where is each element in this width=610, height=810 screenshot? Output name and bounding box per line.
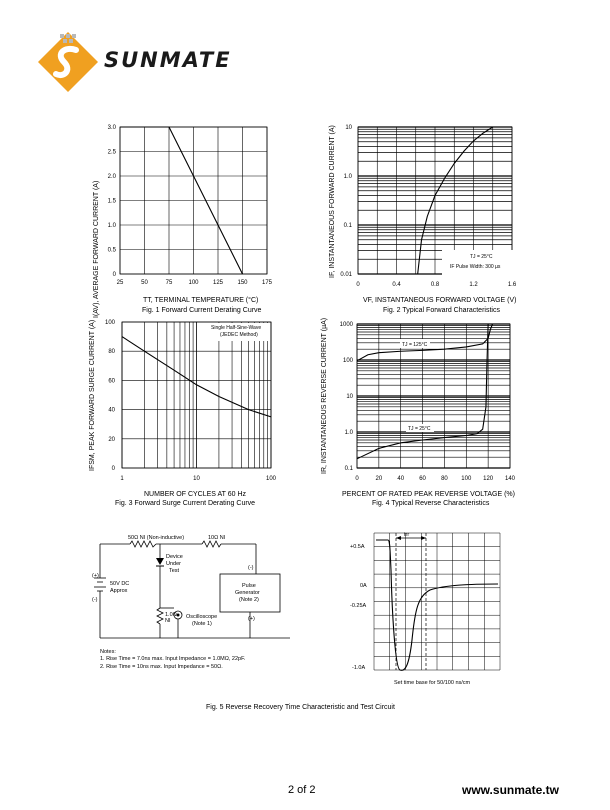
- fig5-wave-y3: -0.25A: [350, 603, 367, 609]
- fig3-caption: Fig. 3 Forward Surge Current Derating Curve: [115, 500, 256, 507]
- y-tick-label: 100: [104, 320, 115, 326]
- x-tick-label: 150: [237, 280, 248, 286]
- fig2-note2: IF Pulse Width: 300 µs: [450, 264, 501, 270]
- fig3-note2: (JEDEC Method): [220, 332, 258, 338]
- fig5-r3a: 1.0Ω: [165, 612, 177, 618]
- x-tick-label: 20: [375, 476, 383, 482]
- x-tick-label: 1: [120, 476, 124, 482]
- y-tick-label: 20: [108, 436, 115, 443]
- y-tick-label: 0.01: [340, 272, 352, 278]
- x-tick-label: 100: [188, 280, 199, 286]
- x-tick-label: 40: [397, 476, 405, 482]
- fig5-dut-2: Under: [166, 561, 181, 567]
- x-tick-label: 80: [441, 476, 448, 482]
- fig5-dut-3: Test: [169, 568, 180, 574]
- fig3-chart: [80, 316, 290, 511]
- y-tick-label: 2.0: [107, 174, 116, 180]
- fig1-grid: [120, 127, 267, 274]
- y-tick-label: 0.1: [344, 466, 353, 472]
- fig2-xlabel: VF, INSTANTANEOUS FORWARD VOLTAGE (V): [363, 297, 517, 304]
- y-tick-label: 100: [342, 358, 353, 364]
- fig5-src-2: Approx: [110, 588, 128, 594]
- x-tick-label: 175: [261, 280, 273, 286]
- fig1-xlabel: TT, TERMINAL TEMPERATURE (°C): [143, 297, 259, 304]
- fig5-gen-2: Generator: [235, 590, 260, 596]
- y-tick-label: 1.0: [107, 223, 116, 229]
- y-tick-label: 1.0: [344, 430, 353, 436]
- fig2-chart: [320, 118, 530, 323]
- sunmate-s-logo-icon: [36, 30, 100, 99]
- x-tick-label: 25: [116, 280, 124, 286]
- y-tick-label: 0: [111, 466, 115, 472]
- x-tick-label: 125: [212, 280, 224, 286]
- y-tick-label: 1.5: [107, 198, 116, 205]
- fig4-note-cold: TJ = 25°C: [408, 426, 431, 432]
- fig5-src-1: 50V DC: [110, 581, 130, 587]
- fig2-caption: Fig. 2 Typical Forward Characteristics: [383, 307, 500, 314]
- x-tick-label: 1.6: [507, 282, 517, 288]
- fig5-osc-2: (Note 1): [192, 621, 212, 627]
- y-tick-label: 1000: [339, 322, 353, 328]
- fig5-waveform: [330, 530, 520, 690]
- fig1-ylabel: I(AV), AVERAGE FORWARD CURRENT (A): [93, 180, 100, 318]
- fig5-circuit: [90, 528, 305, 678]
- y-tick-label: 40: [108, 407, 115, 414]
- fig3-xlabel: NUMBER OF CYCLES AT 60 Hz: [144, 491, 247, 498]
- fig4-chart: [320, 316, 530, 511]
- fig5-gen-3: (Note 2): [239, 597, 259, 603]
- fig1-chart: [80, 118, 290, 323]
- fig2-note1: TJ = 25°C: [470, 254, 493, 260]
- y-tick-label: 10: [345, 125, 352, 131]
- fig5-r2-label: 10Ω NI: [208, 535, 226, 541]
- x-tick-label: 0.8: [430, 282, 440, 288]
- x-tick-label: 0.4: [392, 282, 401, 288]
- fig5-dut-1: Device: [166, 554, 183, 560]
- fig5-note1: 1. Rise Time = 7.0ns max. Input Impedance = 1.0MΩ, 22pF.: [100, 656, 246, 662]
- fig5-minus-left: (-): [92, 597, 98, 603]
- fig5-note2: 2. Rise Time = 10ns max. Input Impedance = 50Ω.: [100, 664, 223, 670]
- fig5-minus-gen: (-): [248, 565, 254, 571]
- x-tick-label: 1.2: [469, 282, 478, 288]
- fig5-osc-1: Oscilloscope: [186, 614, 218, 620]
- footer-url[interactable]: www.sunmate.tw: [462, 783, 559, 797]
- fig5-wave-y2: 0A: [360, 583, 367, 589]
- fig3-note1: Single Half-Sine-Wave: [211, 325, 262, 331]
- fig5-wave-caption: Set time base for 50/100 ns/cm: [394, 680, 471, 686]
- y-tick-label: 0.1: [343, 223, 352, 229]
- x-tick-label: 50: [141, 280, 148, 286]
- y-tick-label: 10: [346, 394, 353, 400]
- fig5-trr-label: trr: [404, 532, 410, 538]
- fig4-xlabel: PERCENT OF RATED PEAK REVERSE VOLTAGE (%): [342, 491, 515, 498]
- fig5-wave-y1: +0.5A: [350, 544, 365, 550]
- fig1-caption: Fig. 1 Forward Current Derating Curve: [142, 307, 262, 314]
- fig2-ylabel: IF, INSTANTANEOUS FORWARD CURRENT (A): [329, 125, 336, 278]
- page-number: 2 of 2: [288, 784, 316, 796]
- y-tick-label: 80: [108, 349, 115, 356]
- x-tick-label: 140: [504, 476, 516, 482]
- fig5-gen-1: Pulse: [242, 583, 256, 589]
- fig5-caption: Fig. 5 Reverse Recovery Time Characteristic and Test Circuit: [206, 704, 395, 711]
- fig4-note-hot: TJ = 125°C: [402, 342, 428, 348]
- x-tick-label: 60: [419, 476, 426, 482]
- y-tick-label: 0: [112, 272, 116, 278]
- x-tick-label: 120: [483, 476, 494, 482]
- y-tick-label: 3.0: [107, 125, 116, 131]
- fig4-ylabel: IR, INSTANTANEOUS REVERSE CURRENT (µA): [321, 317, 328, 474]
- fig5-r3b: NI: [165, 618, 171, 624]
- fig5-plus-gen: (+): [248, 616, 255, 622]
- x-tick-label: 10: [193, 476, 200, 482]
- fig5-r1-label: 50Ω NI (Non-inductive): [128, 535, 185, 541]
- fig4-caption: Fig. 4 Typical Reverse Characteristics: [372, 500, 490, 507]
- fig5-wave-y4: -1.0A: [352, 665, 366, 671]
- fig5-plus-left: (+): [92, 573, 99, 579]
- y-tick-label: 60: [108, 378, 115, 385]
- y-tick-label: 1.0: [343, 174, 352, 180]
- x-tick-label: 0: [355, 476, 359, 482]
- x-tick-label: 100: [265, 476, 277, 482]
- fig3-ylabel: IFSM, PEAK FORWARD SURGE CURRENT (A): [89, 319, 96, 471]
- x-tick-label: 75: [165, 280, 173, 286]
- fig5-notes-title: Notes:: [100, 649, 116, 655]
- x-tick-label: 0: [356, 282, 360, 288]
- x-tick-label: 100: [461, 476, 472, 482]
- y-tick-label: 0.5: [107, 247, 116, 254]
- y-tick-label: 2.5: [107, 149, 116, 156]
- brand-name: SUNMATE: [104, 48, 232, 72]
